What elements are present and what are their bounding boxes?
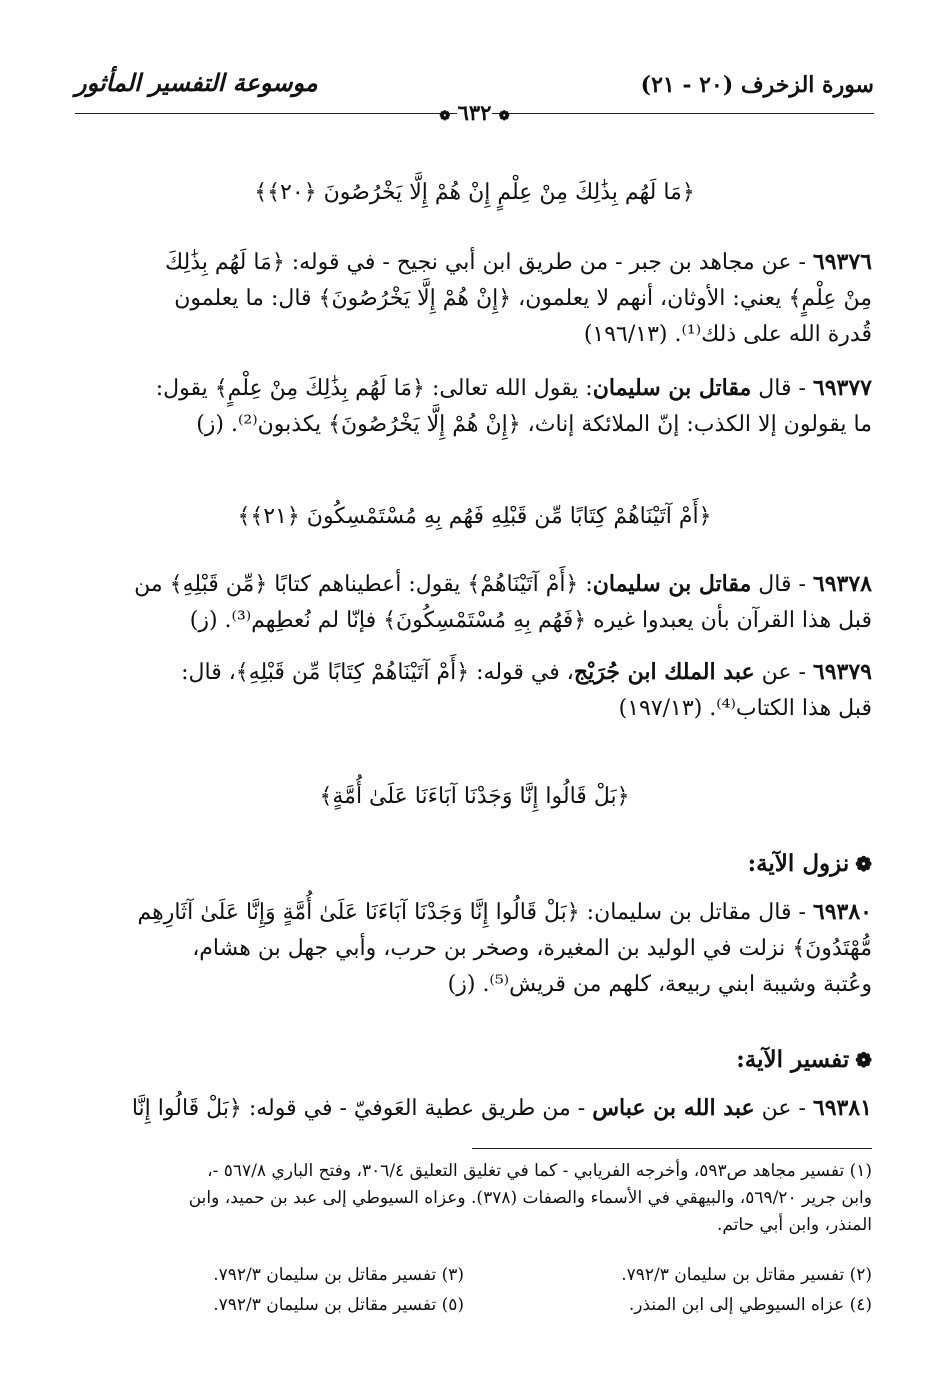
footnote-5: (٥) تفسير مقاتل بن سليمان ٧٩٢/٣. <box>213 1295 464 1315</box>
entry-line: قبل هذا الكتاب⁽⁴⁾. (١٩٧/١٣) <box>618 696 872 721</box>
ornament-icon: ❁ <box>498 109 510 124</box>
entry-number: ٦٩٣٧٦ <box>812 249 872 275</box>
entry-69380 <box>72 894 872 1003</box>
footnote-line: المنذر، وابن أبي حاتم. <box>716 1215 872 1235</box>
entry-line <box>72 1090 872 1127</box>
page-number <box>439 100 509 125</box>
footnote-1 <box>72 1158 872 1239</box>
entry-line <box>72 370 872 407</box>
page-number-text: ٦٣٢ <box>457 100 492 125</box>
rule-line-right <box>492 113 874 114</box>
flower-icon: ❁ <box>855 1048 872 1072</box>
entry-69378 <box>72 566 872 639</box>
entry-line: مُّهْتَدُونَ﴾ نزلت في الوليد بن المغيرة، وصخر بن حرب، وأبي جهل بن هشام، <box>192 936 872 961</box>
entry-text: : يقول الله تعالى: ﴿مَا لَهُم بِذَٰلِكَ مِنْ عِلْمٍ﴾ يقول: <box>155 376 593 401</box>
entry-line: قبل هذا القرآن بأن يعبدوا غيره ﴿فَهُم بِهِ مُسْتَمْسِكُونَ﴾ فإنّا لم نُعطِهم⁽³⁾. (ز) <box>189 608 872 633</box>
footnote-line: (١) تفسير مجاهد ص٥٩٣، وأخرجه الفريابي - كما في تغليق التعليق ٣٠٦/٤، وفتح الباري ٥٦٧/٨ -، <box>207 1161 872 1181</box>
narrator-name: مقاتل بن سليمان <box>592 571 752 597</box>
entry-text: ، في قوله: ﴿أَمْ آتَيْنَاهُمْ كِتَابًا مِّن قَبْلِهِ﴾، قال: <box>181 660 574 685</box>
entry-line <box>72 244 872 281</box>
entry-pre: - عن <box>761 1096 806 1121</box>
verse-20: ﴿مَا لَهُم بِذَٰلِكَ مِنْ عِلْمٍ إِنْ هُمْ إِلَّا يَخْرُصُونَ ﴿٢٠﴾﴾ <box>254 180 695 205</box>
entry-number: ٦٩٣٨٠ <box>812 899 872 925</box>
footnote-3: (٣) تفسير مقاتل بن سليمان ٧٩٢/٣. <box>213 1265 464 1285</box>
entry-number: ٦٩٣٧٧ <box>812 375 872 401</box>
entry-pre: - عن <box>761 660 806 685</box>
entry-69379 <box>72 654 872 727</box>
narrator-name: مقاتل بن سليمان <box>592 375 752 401</box>
footnote-divider <box>472 1148 872 1149</box>
entry-number: ٦٩٣٨١ <box>812 1095 872 1121</box>
entry-pre: - قال <box>758 376 806 401</box>
verse-22: ﴿بَلْ قَالُوا إِنَّا وَجَدْنَا آبَاءَنَا عَلَىٰ أُمَّةٍ﴾ <box>319 784 630 809</box>
book-title: موسوعة التفسير المأثور <box>75 68 318 97</box>
entry-line: ما يقولون إلا الكذب: إنّ الملائكة إناث، ﴿إِنْ هُمْ إِلَّا يَخْرُصُونَ﴾ يكذبون⁽²⁾. (ز) <box>196 412 872 437</box>
section-heading-nuzul <box>748 850 872 877</box>
entry-text: : ﴿أَمْ آتَيْنَاهُمْ﴾ يقول: أعطيناهم كتابًا ﴿مِّن قَبْلِهِ﴾ من <box>134 572 593 597</box>
entry-line <box>72 654 872 691</box>
ornament-icon: ❁ <box>439 109 451 124</box>
heading-text: نزول الآية: <box>747 850 850 877</box>
entry-line: قُدرة الله على ذلك⁽¹⁾. (١٩٦/١٣) <box>583 322 872 347</box>
entry-line: مِنْ عِلْمٍ﴾ يعني: الأوثان، أنهم لا يعلمون، ﴿إِنْ هُمْ إِلَّا يَخْرُصُونَ﴾ قال: ما يعلمون <box>174 286 872 311</box>
verse-21: ﴿أَمْ آتَيْنَاهُمْ كِتَابًا مِّن قَبْلِهِ فَهُم بِهِ مُسْتَمْسِكُونَ ﴿٢١﴾﴾ <box>237 504 712 529</box>
rule-line-left <box>75 113 457 114</box>
entry-pre: - قال <box>758 572 806 597</box>
entry-text: - من طريق عطية العَوفيّ - في قوله: ﴿بَلْ قَالُوا إِنَّا <box>131 1096 586 1121</box>
heading-text: تفسير الآية: <box>736 1046 850 1073</box>
narrator-name: عبد الله بن عباس <box>592 1095 755 1121</box>
footnote-2: (٢) تفسير مقاتل بن سليمان ٧٩٢/٣. <box>621 1265 872 1285</box>
entry-line <box>72 566 872 603</box>
entry-number: ٦٩٣٧٨ <box>812 571 872 597</box>
surah-title: سورة الزخرف (٢٠ - ٢١) <box>640 72 874 98</box>
entry-69376 <box>72 244 872 353</box>
flower-icon: ❁ <box>855 852 872 876</box>
section-heading-tafsir <box>736 1046 872 1073</box>
entry-line <box>72 894 872 931</box>
entry-69381 <box>72 1090 872 1127</box>
header-rule <box>75 100 874 125</box>
footnote-4: (٤) عزاه السيوطي إلى ابن المنذر. <box>628 1295 872 1315</box>
entry-text: - عن مجاهد بن جبر - من طريق ابن أبي نجيح - في قوله: ﴿مَا لَهُم بِذَٰلِكَ <box>164 250 806 275</box>
footnote-line: وابن جرير ٥٦٩/٢٠، والبيهقي في الأسماء والصفات (٣٧٨). وعزاه السيوطي إلى عبد بن حميد، وابن <box>188 1188 872 1208</box>
entry-text: - قال مقاتل بن سليمان: ﴿بَلْ قَالُوا إِنَّا وَجَدْنَا آبَاءَنَا عَلَىٰ أُمَّةٍ وَإِنَّا عَلَىٰ آثَارِهِم <box>137 900 806 925</box>
entry-number: ٦٩٣٧٩ <box>812 659 872 685</box>
entry-line: وعُتبة وشيبة ابني ربيعة، كلهم من قريش⁽⁵⁾. (ز) <box>447 972 872 997</box>
entry-69377 <box>72 370 872 443</box>
narrator-name: عبد الملك ابن جُرَيْج <box>573 659 755 685</box>
